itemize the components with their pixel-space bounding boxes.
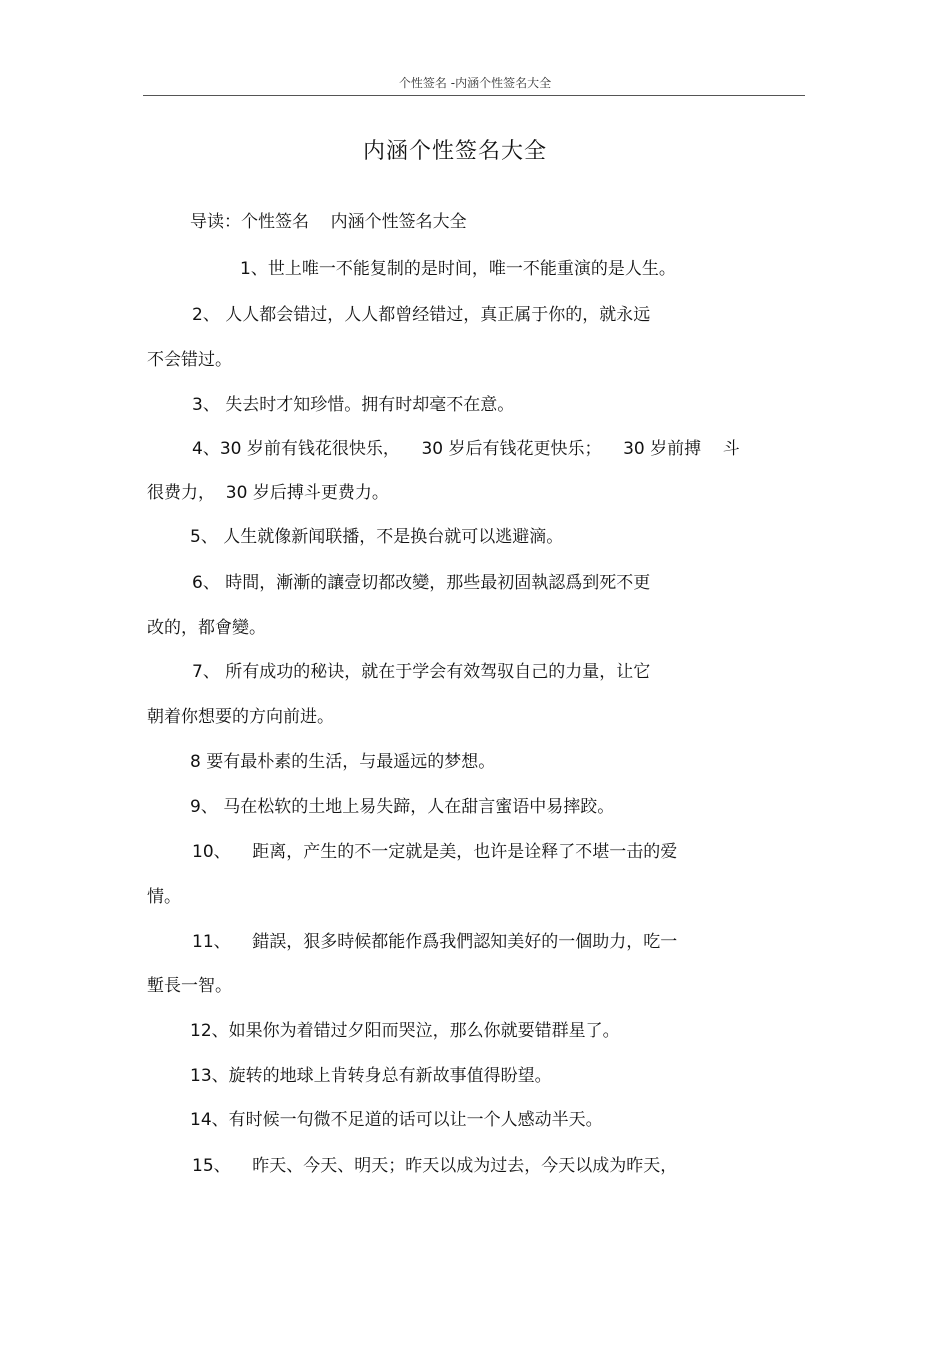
header-rule: [143, 95, 805, 96]
line-15: 情。: [147, 887, 181, 907]
line-16: 11、 錯誤，狠多時候都能作爲我們認知美好的一個助力，吃一: [192, 932, 678, 952]
line-1: 1、世上唯一不能复制的是时间，唯一不能重演的是人生。: [240, 259, 676, 279]
line-19: 13、旋转的地球上肯转身总有新故事值得盼望。: [190, 1066, 552, 1086]
line-2: 2、 人人都会错过，人人都曾经错过，真正属于你的，就永远: [192, 305, 651, 325]
line-10: 7、 所有成功的秘诀，就在于学会有效驾驭自己的力量，让它: [192, 662, 651, 682]
line-8: 6、 時間，漸漸的讓壹切都改變，那些最初固執認爲到死不更: [192, 573, 651, 593]
line-13: 9、 马在松软的土地上易失蹄，人在甜言蜜语中易摔跤。: [190, 797, 615, 817]
line-17: 塹長一智。: [147, 976, 232, 996]
line-3: 不会错过。: [147, 350, 232, 370]
line-18: 12、如果你为着错过夕阳而哭泣，那么你就要错群星了。: [190, 1021, 620, 1041]
line-14: 10、 距离，产生的不一定就是美，也许是诠释了不堪一击的爱: [192, 842, 678, 862]
line-4: 3、 失去时才知珍惜。拥有时却毫不在意。: [192, 395, 515, 415]
document-title: 内涵个性签名大全: [362, 139, 547, 164]
line-12: 8 要有最朴素的生活，与最遥远的梦想。: [190, 752, 496, 772]
line-6: 很费力， 30 岁后搏斗更费力。: [147, 483, 389, 503]
intro-line: 导读：个性签名 内涵个性签名大全: [190, 212, 467, 232]
line-20: 14、有时候一句微不足道的话可以让一个人感动半天。: [190, 1110, 603, 1130]
running-header: 个性签名 -内涵个性签名大全: [398, 76, 552, 90]
line-11: 朝着你想要的方向前进。: [147, 707, 334, 727]
line-9: 改的，都會變。: [147, 618, 266, 638]
line-5: 4、30 岁前有钱花很快乐， 30 岁后有钱花更快乐； 30 岁前搏 斗: [192, 439, 740, 459]
line-7: 5、 人生就像新闻联播，不是换台就可以逃避滴。: [190, 527, 564, 547]
line-21: 15、 昨天、今天、明天；昨天以成为过去，今天以成为昨天，: [192, 1156, 678, 1176]
